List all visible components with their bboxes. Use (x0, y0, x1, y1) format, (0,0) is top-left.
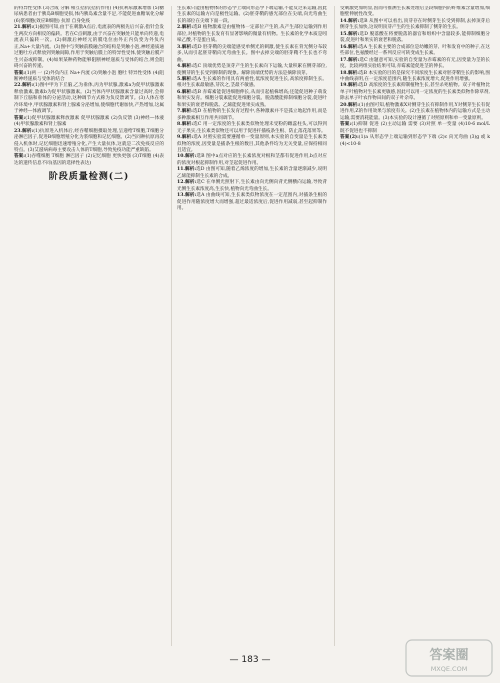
paragraph-text: 选D 高浓度的生长素抑制植物生长,甚至杀死植物。双子叶植物比单子叶植物对生长素更敏感,因此可以用一定浓度的生长素类似物作除草剂,除去单子叶农作物田间的双子叶杂草。 (340, 83, 490, 102)
paragraph-label: 答案: (14, 115, 26, 121)
paragraph (340, 103, 490, 122)
paragraph (340, 19, 490, 32)
paragraph-label: 20.解析: (340, 102, 359, 108)
paragraph (14, 71, 164, 84)
paragraph-label: 13.解析: (177, 193, 197, 199)
paragraph-text: 选B 从图中可以看出,顶芽存在时侧芽生长受到抑制,去掉顶芽后侧芽生长加快,这说明顶芽产生的生长素抑制了侧芽的生长。 (340, 18, 490, 31)
paragraph (340, 45, 490, 58)
paragraph (177, 6, 327, 25)
page-number: — 183 — (229, 655, 271, 665)
watermark-logo (404, 636, 494, 680)
paragraph-label: 14.解析: (340, 18, 360, 24)
text-column-1 (14, 6, 164, 646)
paragraph-text: 选C 由题意可知,实验的自变量为赤霉素的有无,因变量为茎的长度。比较两组实验结果可知,赤霉素能促进茎的伸长。 (340, 57, 490, 70)
paragraph-text: (1)抑制 促进 (2)主动运输 需要 (3)对照 单一变量 (4)10-6 mol/L 既不促进也不抑制 (340, 122, 490, 134)
paragraph (340, 135, 490, 148)
paragraph-text: 选D 胚芽鞘的尖端能感受单侧光的刺激,使生长素在背光侧分布较多,从而引起胚芽鞘向光弯曲生长。图中去掉尖端的胚芽鞘不生长也不弯曲。 (177, 44, 327, 63)
paragraph (340, 71, 490, 84)
paragraph-text: 生长素只能由植物体的形态学上端向形态学下端运输,不能反过来运输,因此生长素的运输方向是极性运输。(2)胚芽鞘的感光部位在尖端,向光弯曲生长的部位在尖端下面一段。 (177, 6, 327, 24)
paragraph-label: 21.解析: (14, 25, 34, 31)
paragraph-label: 4.解析: (177, 64, 193, 70)
paragraph-label: 12.解析: (177, 180, 197, 186)
text-column-3 (340, 6, 490, 646)
paragraph (177, 193, 327, 212)
column-divider (171, 6, 172, 646)
paragraph (177, 135, 327, 154)
paragraph (177, 25, 327, 44)
paragraph (14, 6, 164, 25)
paragraph-text: (1)吞噬细胞 T细胞 淋巴因子 (2)记忆细胞 更快更强 (3)T细胞 (4)表达的遗传信息不同(基因的选择性表达) (14, 154, 164, 166)
paragraph-label: 17.解析: (340, 57, 360, 63)
paragraph-label: 8.解析: (177, 122, 194, 128)
paragraph (177, 90, 327, 109)
paragraph (177, 109, 327, 122)
paragraph-label: 23.解析: (14, 128, 34, 134)
paragraph (14, 116, 164, 129)
paragraph-text: (1)抗原进入机体后,经吞噬细胞摄取处理,呈递给T细胞,T细胞分泌淋巴因子,促进B细胞增殖分化为浆细胞和记忆细胞。(2)当同种抗原再次侵入机体时,记忆细胞迅速增殖分化,产生大量抗体,这就是二次免疫反应的特点。(3)艾滋病病毒主要攻击人体的T细胞,导致免疫功能严重缺陷。 (14, 128, 164, 153)
paragraph-label: 答案(2): (340, 135, 359, 141)
paragraph (340, 6, 490, 19)
paragraph-label: 16.解析: (340, 44, 359, 50)
section-title: 阶段质量检测(二) (48, 172, 130, 183)
paragraph (177, 180, 327, 193)
paragraph (14, 154, 164, 167)
paragraph (177, 122, 327, 135)
paragraph-label: 5.解析: (177, 76, 193, 82)
paragraph-text: 选A 对照实验需要遵循单一变量原则,本实验的自变量是生长素类似物的浓度,因变量是插条生根的数目,其他条件均为无关变量,应保持相同且适宜。 (177, 135, 327, 153)
svg-text:答案圈: 答案圈 (429, 648, 469, 663)
text-column-2 (177, 6, 327, 646)
paragraph-text: (1)促甲状腺激素释放激素 促甲状腺激素 (2)负反馈 (3)神经—体液 (4)甲状腺激素和肾上腺素 (14, 115, 164, 128)
paragraph (340, 32, 490, 45)
paragraph (340, 122, 490, 135)
paragraph-label: 7.解析: (177, 109, 193, 115)
paragraph (14, 129, 164, 155)
paragraph-label: 10.解析: (177, 154, 197, 160)
paragraph (177, 154, 327, 167)
paragraph-text: 选B 图中a点对应的生长素浓度对根和茎都有促进作用,b点对应的浓度对根起抑制作用,对茎起促进作用。 (177, 154, 327, 166)
paragraph-label: 答案: (14, 70, 25, 76)
paragraph-text: 选D 由图可知,随着乙烯浓度的增加,生长素的含量逐渐减少,说明乙烯能抑制生长素的合成。 (177, 167, 327, 179)
paragraph-text: 受刺激更加明显,因而可推测生长素处理后茎段细胞内的纤维素含量增加,细胞壁伸展性改变。 (340, 6, 490, 18)
paragraph-text: 选A 生长素主要的合成部位是幼嫩的芽、叶和发育中的种子,在这些部位,色氨酸经过一系列反应可转变成生长素。 (340, 44, 490, 57)
paragraph-text: (1)两 一 (2)外负内正 Na+内流 (3)突触小泡 胞吐 特异性受体 (4)阻断神经递质与受体的结合 (14, 70, 164, 82)
paragraph-label: 6.解析: (177, 89, 193, 95)
paragraph-text: 的特异性受体 (3)合成 分解 相互拮抗(拮抗作用) (4)抗利尿激素增加 (5)糖尿病患者由于胰岛B细胞受损,体内胰岛素含量不足,不能促进血糖氧化分解 (6)浆细胞(效应B细胞) 抗原 自身免疫 (14, 6, 164, 24)
paragraph-text: (1)由图可知,植物激素X对侧芽生长有抑制作用,Y对侧芽生长有促进作用,Z的作用效果与浓度有关。(2)生长素在植物体内的运输方式是主动运输,需要消耗能量。(3)本实验的设计遵循了对照原则和单一变量原则。 (340, 102, 490, 121)
paragraph-label: 11.解析: (177, 167, 197, 173)
svg-text:MXQE.COM: MXQE.COM (430, 665, 468, 673)
paragraph-text: 选D 脱落酸在将要脱落的器官和组织中含量较多,能抑制细胞分裂,促进叶和果实的衰老和脱落。 (340, 31, 490, 44)
paragraph-text: 选B 植物激素是由植物体一定部位产生的,从产生部位运输到作用部位,对植物的生长发育有显著影响的微量有机物。生长素的化学本质是吲哚乙酸,不是蛋白质。 (177, 25, 327, 44)
paragraph-label: 3.解析: (177, 44, 194, 50)
paragraph (14, 25, 164, 70)
paragraph (14, 83, 164, 115)
paragraph-text: 选B 本实验的目的是探究不同浓度生长素对胚芽鞘生长的影响,图中曲线表明,在一定浓度范围内,随生长素浓度增大,促进作用增强。 (340, 70, 490, 82)
paragraph-label: 22.解析: (14, 83, 34, 89)
column-divider (334, 6, 335, 646)
paragraph-text: 选A 生长素的作用具有两重性,低浓度促进生长,高浓度抑制生长。根对生长素最敏感,芽次之,茎最不敏感。 (177, 76, 327, 89)
paragraph-text: 选D 在植物的生长发育过程中,各种激素并不是孤立地起作用,而是多种激素相互作用共同调节。 (177, 109, 327, 121)
paragraph-label: 9.解析: (177, 135, 194, 141)
paragraph-text: 选C 用一定浓度的生长素类似物处理未受粉的雌蕊柱头,可以得到无子果实;生长素类似物还可以用于促进扦插枝条生根、防止落花落果等。 (177, 122, 327, 134)
paragraph (177, 77, 327, 90)
paragraph-label: 19.解析: (340, 83, 359, 89)
paragraph-text: 选A 由曲线可知,生长素类似物浓度在一定范围内,对插条生根的促进作用随浓度增大而增强,超过最适浓度后,促进作用减弱,甚至起抑制作用。 (177, 193, 327, 212)
paragraph (177, 45, 327, 64)
paragraph-label: 2.解析: (177, 25, 194, 31)
paragraph-label: 18.解析: (340, 70, 359, 76)
paragraph-text: 选C 在单侧光照射下,生长素由向光侧向背光侧横向运输,导致背光侧生长素浓度高,生长快,植物向光弯曲生长。 (177, 180, 327, 192)
paragraph-label: 答案: (340, 122, 352, 128)
paragraph-text: 选C 顶端优势是顶芽产生的生长素向下运输,大量积累在侧芽部位,使侧芽的生长受到抑制的现象。解除顶端优势的方法是摘除顶芽。 (177, 64, 327, 76)
paragraph-label: 答案: (14, 154, 25, 160)
paragraph (177, 64, 327, 77)
paragraph-text: (1)图中甲为下丘脑,乙为垂体,丙为甲状腺,激素a为促甲状腺激素释放激素,激素b为促甲状腺激素。(2)当体内甲状腺激素含量过高时,会抑制下丘脑和垂体的分泌活动,这种调节方式称为负反馈调节。(3)人体在寒冷环境中,甲状腺激素和肾上腺素分泌增加,使细胞代谢加快,产热增加,这属于神经—体液调节。 (14, 83, 164, 115)
paragraph (340, 58, 490, 71)
paragraph-label: 15.解析: (340, 31, 360, 37)
paragraph-text: 选B 赤霉素能促进细胞伸长,从而引起植株增高;还能促进种子萌发和果实发育。细胞分裂素能促进细胞分裂。脱落酸能抑制细胞分裂,促进叶和果实的衰老和脱落。乙烯能促进果实成熟。 (177, 89, 327, 108)
paragraph-text: (1)a 从形态学上端运输到形态学下端 (2)c 向光弯曲 (3)g 或 k (4)<10-8 (340, 135, 490, 147)
paragraph-text: (1)据图可知,由于在刺激A点后,电流表的两极先后兴奋,指针会发生两次方向相反的偏转。若在C点刺激,由于兴奋在突触处只能单向传递,电流表只偏转一次。(2)刺激后神经元的膜电位由外正内负变为外负内正,Na+大量内流。(3)图中与突触前膜融合的结构是突触小泡,神经递质通过胞吐方式释放到突触间隙,作用于突触后膜上的特异性受体,使突触后膜产生兴奋或抑制。(4)如果某种药物能够阻断神经递质与受体的结合,则会阻碍兴奋的传递。 (14, 25, 164, 70)
paragraph (340, 83, 490, 102)
paragraph (177, 167, 327, 180)
